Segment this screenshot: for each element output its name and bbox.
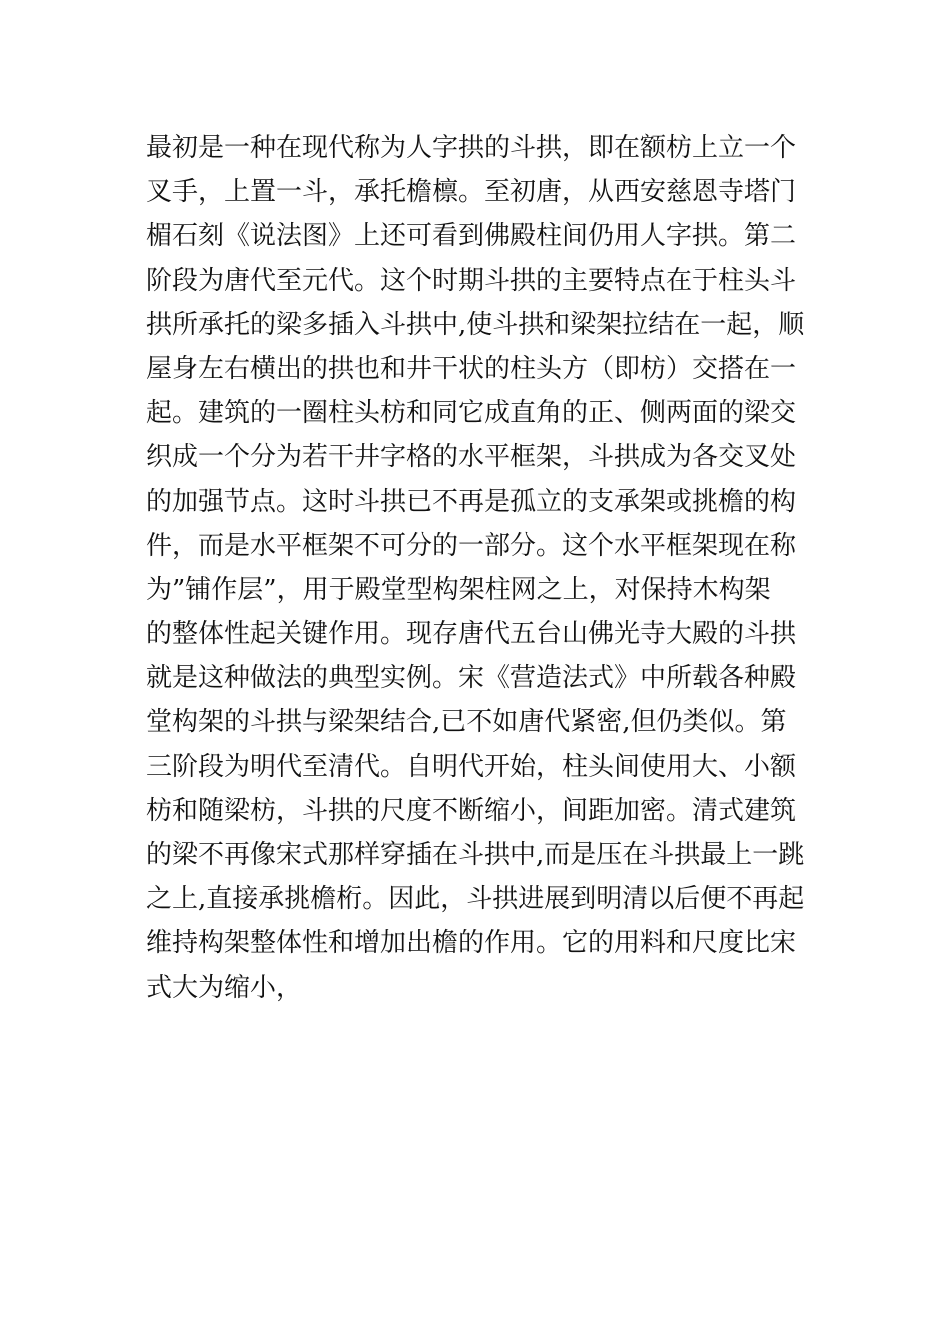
text-line: 的梁不再像宋式那样穿插在斗拱中,而是压在斗拱最上一跳 [146,840,805,870]
text-line: 屋身左右横出的拱也和井干状的柱头方（即枋）交搭在一 [146,353,797,384]
text-line: 楣石刻《说法图》上还可看到佛殿柱间仍用人字拱。第二 [146,221,797,252]
text-line: 维持构架整体性和增加出檐的作用。它的用料和尺度比宋 [146,928,797,959]
text-line: 堂构架的斗拱与梁架结合,已不如唐代紧密,但仍类似。第 [146,707,787,738]
text-line: 枋和随梁枋，斗拱的尺度不断缩小，间距加密。清式建筑 [146,795,797,826]
text-line: 就是这种做法的典型实例。宋《营造法式》中所载各种殿 [146,663,797,694]
text-line: 三阶段为明代至清代。自明代开始，柱头间使用大、小额 [146,751,797,782]
text-line: 阶段为唐代至元代。这个时期斗拱的主要特点在于柱头斗 [146,265,797,296]
text-line: 为”铺作层”，用于殿堂型构架柱网之上，对保持木构架 [146,574,771,605]
text-line: 件，而是水平框架不可分的一部分。这个水平框架现在称 [146,530,797,561]
body-paragraph [146,126,816,1010]
text-line: 最初是一种在现代称为人字拱的斗拱，即在额枋上立一个 [146,133,797,163]
text-line: 的整体性起关键作用。现存唐代五台山佛光寺大殿的斗拱 [146,619,797,650]
text-line: 式大为缩小， [146,972,303,1003]
text-line: 叉手，上置一斗，承托檐檩。至初唐，从西安慈恩寺塔门 [146,177,797,208]
text-line: 起。建筑的一圈柱头枋和同它成直角的正、侧两面的梁交 [146,398,797,429]
text-line: 的加强节点。这时斗拱已不再是孤立的支承架或挑檐的构 [146,486,797,517]
text-line: 织成一个分为若干井字格的水平框架，斗拱成为各交叉处 [146,442,797,473]
text-line: 拱所承托的梁多插入斗拱中,使斗拱和梁架拉结在一起，顺 [146,309,805,340]
text-line: 之上,直接承挑檐桁。因此，斗拱进展到明清以后便不再起 [146,884,805,915]
